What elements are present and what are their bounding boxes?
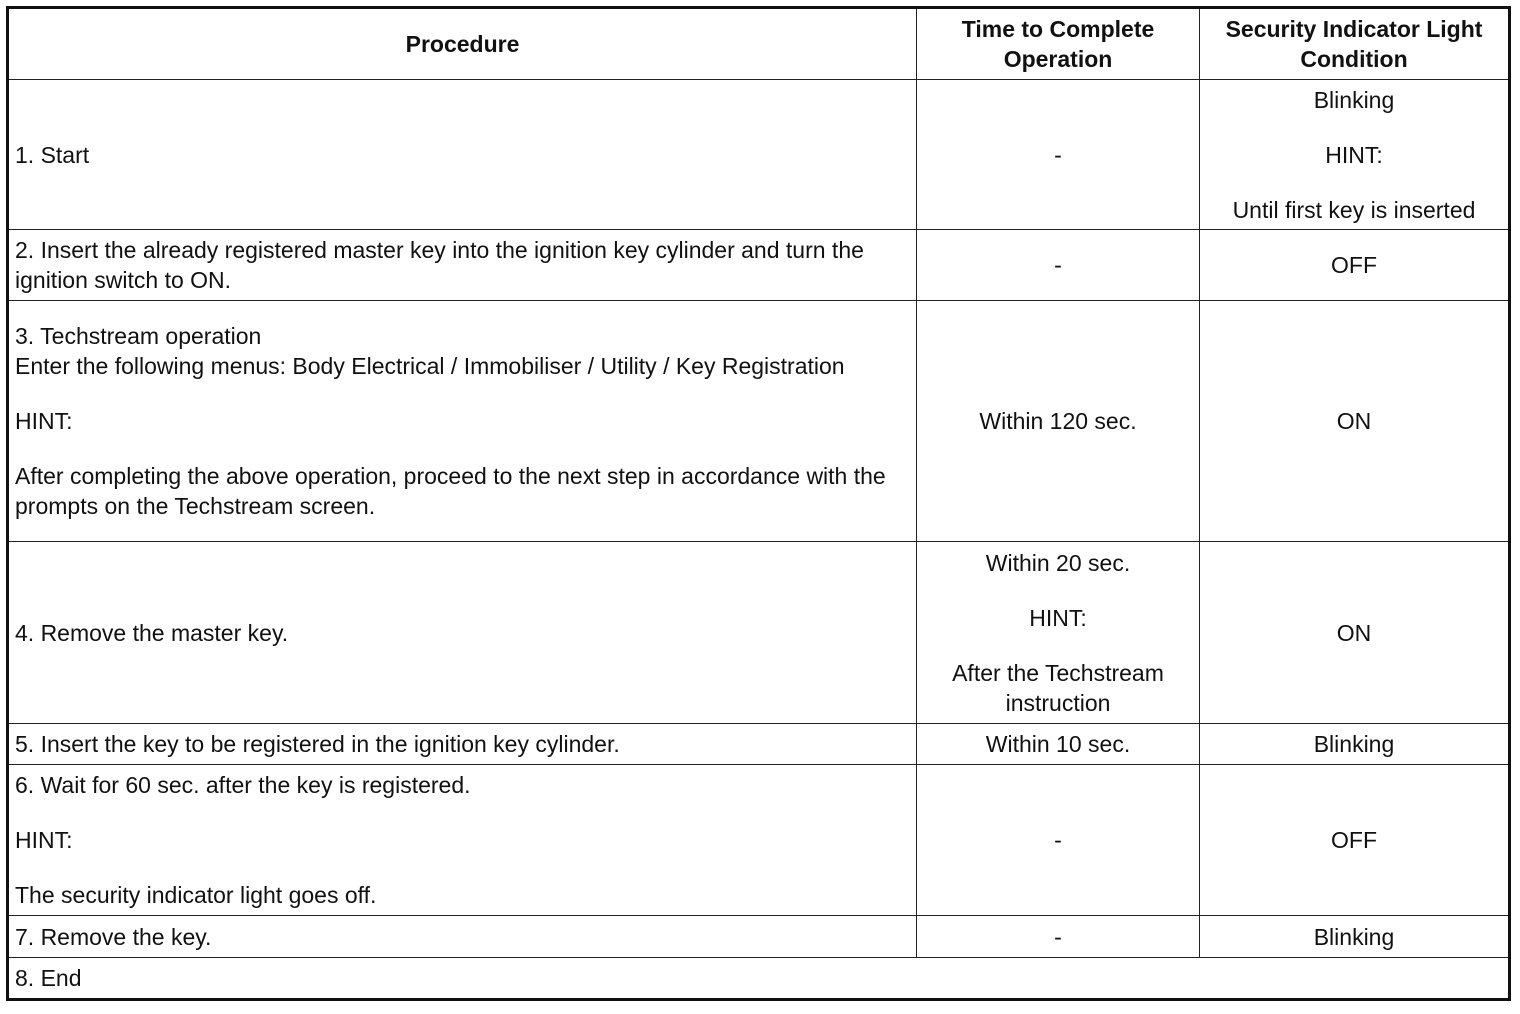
- light-cell: [1200, 80, 1510, 230]
- header-row: [8, 8, 1510, 80]
- light-text: OFF: [1331, 827, 1377, 853]
- procedure-cell: [8, 958, 1510, 1000]
- light-text: ON: [1336, 619, 1372, 646]
- time-cell: [917, 765, 1200, 916]
- hint-label: HINT:: [15, 408, 73, 434]
- procedure-cell: [8, 230, 917, 301]
- table-row: [8, 724, 1510, 765]
- procedure-text: 5. Insert the key to be registered in the ignition key cylinder.: [15, 731, 620, 757]
- time-cell: [917, 542, 1200, 724]
- table-row: [8, 230, 1510, 301]
- light-text: Blinking: [1313, 86, 1395, 113]
- hint-label: HINT:: [1325, 141, 1383, 168]
- light-text: ON: [1336, 408, 1372, 434]
- procedure-text: 8. End: [15, 965, 82, 991]
- procedure-text: 2. Insert the already registered master key into the ignition key cylinder and turn the ignition switch to ON.: [15, 237, 864, 293]
- time-text: Within 10 sec.: [985, 731, 1131, 757]
- hint-label: HINT:: [1029, 604, 1087, 631]
- hint-text: The security indicator light goes off.: [15, 882, 377, 908]
- table-row: [8, 765, 1510, 916]
- light-cell: [1200, 301, 1510, 542]
- light-text: Blinking: [1313, 923, 1395, 950]
- procedure-cell: [8, 80, 917, 230]
- procedure-cell: [8, 916, 917, 958]
- procedure-cell: [8, 765, 917, 916]
- light-text: Blinking: [1313, 731, 1395, 757]
- hint-label: HINT:: [15, 827, 73, 853]
- procedure-text: 4. Remove the master key.: [15, 619, 289, 646]
- light-cell: [1200, 765, 1510, 916]
- procedure-cell: [8, 301, 917, 542]
- table-row: [8, 80, 1510, 230]
- table-row: [8, 301, 1510, 542]
- time-text: -: [1054, 827, 1062, 853]
- time-text: -: [1054, 923, 1062, 950]
- time-cell: [917, 301, 1200, 542]
- table-row: [8, 542, 1510, 724]
- procedure-cell: [8, 542, 917, 724]
- hint-text: After the Techstream instruction: [952, 659, 1164, 716]
- time-text: -: [1054, 141, 1062, 168]
- procedure-menu-path: Enter the following menus: Body Electrical / Immobiliser / Utility / Key Registration: [15, 353, 845, 379]
- procedure-text: 6. Wait for 60 sec. after the key is registered.: [15, 772, 471, 798]
- header-time-to-complete: [917, 8, 1200, 80]
- header-procedure: Procedure: [8, 8, 917, 80]
- procedure-cell: [8, 724, 917, 765]
- time-cell: [917, 916, 1200, 958]
- header-light-text: Security Indicator Light Condition: [1225, 16, 1483, 72]
- table-row: [8, 958, 1510, 1000]
- time-text: Within 120 sec.: [979, 408, 1137, 434]
- light-cell: [1200, 230, 1510, 301]
- time-cell: [917, 230, 1200, 301]
- light-text: OFF: [1331, 252, 1377, 278]
- header-time-text: Time to Complete Operation: [961, 16, 1155, 72]
- procedure-text: 1. Start: [15, 141, 90, 168]
- table-row: [8, 916, 1510, 958]
- procedure-text: 7. Remove the key.: [15, 923, 212, 950]
- header-light-condition: [1200, 8, 1510, 80]
- hint-text: Until first key is inserted: [1232, 196, 1476, 223]
- key-registration-procedure-table: [6, 6, 1511, 1001]
- hint-text: After completing the above operation, proceed to the next step in accordance with the prompts on the Techstream screen.: [15, 463, 886, 519]
- time-cell: [917, 724, 1200, 765]
- time-text: -: [1054, 252, 1062, 278]
- light-cell: [1200, 542, 1510, 724]
- time-cell: [917, 80, 1200, 230]
- time-text: Within 20 sec.: [985, 549, 1131, 576]
- light-cell: [1200, 724, 1510, 765]
- procedure-text: 3. Techstream operation: [15, 323, 262, 349]
- light-cell: [1200, 916, 1510, 958]
